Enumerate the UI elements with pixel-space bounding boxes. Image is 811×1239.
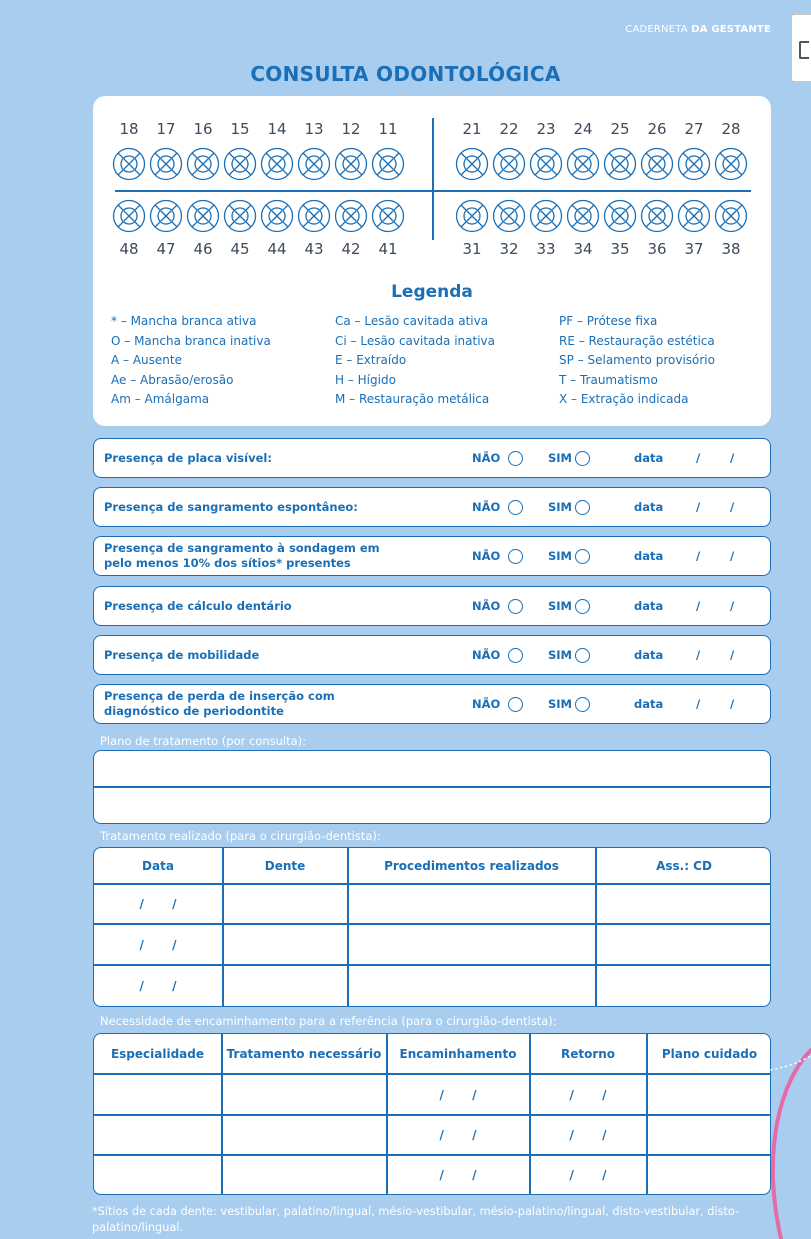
legend-column-3 <box>559 312 715 410</box>
tooth-number: 16 <box>193 120 213 138</box>
date-slash: / <box>730 451 735 465</box>
encaminhamento-date-cell[interactable]: / / <box>439 1128 477 1142</box>
tooth-number: 21 <box>462 120 482 138</box>
no-option[interactable]: NÃO <box>472 439 523 477</box>
header-brand <box>625 24 771 35</box>
question-row-placa <box>93 438 771 478</box>
question-label: Presença de sangramento à sondagem em pelo menos 10% dos sítios* presentes <box>104 541 380 570</box>
yes-option[interactable]: SIM <box>548 685 590 723</box>
encaminhamento-label: Necessidade de encaminhamento para a referência (para o cirurgião-dentista): <box>100 1014 557 1028</box>
date-slash: / <box>730 648 735 662</box>
date-slash: / <box>696 697 701 711</box>
legend-item: M – Restauração metálica <box>335 392 490 407</box>
tooth-diagram-icon[interactable] <box>111 146 147 182</box>
question-label: Presença de placa visível: <box>104 450 272 465</box>
question-row-calculo <box>93 586 771 626</box>
legend-item: T – Traumatismo <box>559 372 658 387</box>
date-slash: / <box>730 549 735 563</box>
tooth-diagram-icon[interactable] <box>639 198 675 234</box>
date-slash: / <box>730 599 735 613</box>
yes-radio[interactable] <box>575 697 590 712</box>
date-slash: / <box>730 697 735 711</box>
yes-option[interactable]: SIM <box>548 439 590 477</box>
plano-line-2[interactable] <box>94 788 770 823</box>
legend-item: O – Mancha branca inativa <box>111 333 271 348</box>
tooth-diagram-icon[interactable] <box>713 198 749 234</box>
tooth-diagram-icon[interactable] <box>491 198 527 234</box>
date-cell[interactable]: / / <box>139 897 177 911</box>
header-especialidade: Especialidade <box>110 1046 205 1061</box>
date-slash: / <box>696 500 701 514</box>
date-label: data <box>634 648 664 662</box>
date-slash: / <box>696 599 701 613</box>
tooth-number: 11 <box>378 120 398 138</box>
date-slash: / <box>696 549 701 563</box>
tooth-number: 45 <box>230 240 250 258</box>
tooth-diagram-icon[interactable] <box>296 146 332 182</box>
question-label: Presença de cálculo dentário <box>104 598 292 613</box>
tooth-diagram-icon[interactable] <box>148 198 184 234</box>
tooth-diagram-icon[interactable] <box>602 146 638 182</box>
legend-item: Am – Amálgama <box>111 392 210 407</box>
tooth-number: 36 <box>647 240 667 258</box>
question-row-sangramento-sondagem <box>93 536 771 576</box>
tooth-diagram-icon[interactable] <box>370 198 406 234</box>
header-plano-cuidado: Plano cuidado <box>661 1046 758 1061</box>
question-row-sangramento-espontaneo <box>93 487 771 527</box>
tooth-number: 31 <box>462 240 482 258</box>
lower-tooth-numbers <box>109 240 755 260</box>
no-radio[interactable] <box>508 549 523 564</box>
tooth-number: 26 <box>647 120 667 138</box>
tooth-diagram-icon[interactable] <box>296 198 332 234</box>
no-radio[interactable] <box>508 648 523 663</box>
tooth-number: 14 <box>267 120 287 138</box>
tooth-diagram-icon[interactable] <box>713 146 749 182</box>
tooth-number: 35 <box>610 240 630 258</box>
legend-column-1 <box>111 312 271 410</box>
header-brand-prefix: CADERNETA <box>625 24 688 35</box>
tooth-diagram-icon[interactable] <box>370 146 406 182</box>
tooth-diagram-icon[interactable] <box>528 198 564 234</box>
tooth-diagram-icon[interactable] <box>528 146 564 182</box>
date-slash: / <box>730 500 735 514</box>
tooth-number: 44 <box>267 240 287 258</box>
tooth-diagram-icon[interactable] <box>454 198 490 234</box>
date-label: data <box>634 549 664 563</box>
yes-option[interactable]: SIM <box>548 488 590 526</box>
tooth-diagram-icon[interactable] <box>148 146 184 182</box>
tooth-number: 41 <box>378 240 398 258</box>
question-row-mobilidade <box>93 635 771 675</box>
header-encaminhamento: Encaminhamento <box>399 1046 517 1061</box>
no-radio[interactable] <box>508 697 523 712</box>
tooth-number: 43 <box>304 240 324 258</box>
no-radio[interactable] <box>508 500 523 515</box>
no-option[interactable]: NÃO <box>472 537 523 575</box>
yes-option[interactable]: SIM <box>548 537 590 575</box>
tooth-number: 32 <box>499 240 519 258</box>
no-radio[interactable] <box>508 451 523 466</box>
tooth-diagram-icon[interactable] <box>333 146 369 182</box>
tooth-number: 22 <box>499 120 519 138</box>
legend-item: Ae – Abrasão/erosão <box>111 372 234 387</box>
tooth-diagram-icon[interactable] <box>111 198 147 234</box>
date-label: data <box>634 500 664 514</box>
tratamento-table <box>93 847 771 1007</box>
date-label: data <box>634 451 664 465</box>
date-slash: / <box>696 648 701 662</box>
yes-radio[interactable] <box>575 500 590 515</box>
yes-option[interactable]: SIM <box>548 587 590 625</box>
yes-radio[interactable] <box>575 648 590 663</box>
tooth-diagram-icon[interactable] <box>565 146 601 182</box>
tooth-diagram-icon[interactable] <box>676 146 712 182</box>
legend-item: RE – Restauração estética <box>559 333 715 348</box>
header-dente: Dente <box>264 858 306 873</box>
tooth-number: 13 <box>304 120 324 138</box>
tooth-diagram-icon[interactable] <box>222 198 258 234</box>
question-label: Presença de sangramento espontâneo: <box>104 499 358 514</box>
tooth-number: 47 <box>156 240 176 258</box>
page-title: CONSULTA ODONTOLÓGICA <box>250 62 561 86</box>
yes-radio[interactable] <box>575 451 590 466</box>
legend-item: * – Mancha branca ativa <box>111 314 257 328</box>
tooth-diagram-icon[interactable] <box>565 198 601 234</box>
tooth-number: 46 <box>193 240 213 258</box>
legend-item: Ca – Lesão cavitada ativa <box>335 314 489 328</box>
tooth-number: 17 <box>156 120 176 138</box>
tooth-diagram-icon[interactable] <box>222 146 258 182</box>
encaminhamento-date-cell[interactable]: / / <box>439 1168 477 1182</box>
encaminhamento-table <box>93 1033 771 1195</box>
legend-title: Legenda <box>391 282 473 302</box>
date-label: data <box>634 599 664 613</box>
legend-column-2 <box>335 312 495 410</box>
legend-item: SP – Selamento provisório <box>559 353 715 368</box>
tooth-number: 24 <box>573 120 593 138</box>
plano-label: Plano de tratamento (por consulta): <box>100 734 307 748</box>
tooth-diagram-icon[interactable] <box>185 146 221 182</box>
date-slash: / <box>696 451 701 465</box>
header-procedimentos: Procedimentos realizados <box>384 858 559 873</box>
tooth-diagram-icon[interactable] <box>259 198 295 234</box>
tooth-number: 25 <box>610 120 630 138</box>
legend-item: H – Hígido <box>335 372 396 387</box>
tooth-diagram-icon[interactable] <box>259 146 295 182</box>
retorno-date-cell[interactable]: / / <box>569 1168 607 1182</box>
header-tratamento-necessario: Tratamento necessário <box>226 1046 382 1061</box>
yes-radio[interactable] <box>575 549 590 564</box>
legend-item: PF – Prótese fixa <box>559 314 658 328</box>
legend-item: E – Extraído <box>335 353 407 368</box>
legend-item: X – Extração indicada <box>559 392 689 407</box>
question-label: Presença de perda de inserção com diagnóstico de periodontite <box>104 689 335 718</box>
tooth-number: 23 <box>536 120 556 138</box>
tooth-number: 27 <box>684 120 704 138</box>
plano-line-1[interactable] <box>94 751 770 786</box>
tooth-diagram-icon[interactable] <box>602 198 638 234</box>
question-label: Presença de mobilidade <box>104 647 260 662</box>
retorno-date-cell[interactable]: / / <box>569 1087 607 1102</box>
yes-option[interactable]: SIM <box>548 636 590 674</box>
tratamento-label: Tratamento realizado (para o cirurgião-dentista): <box>100 829 381 843</box>
no-option[interactable]: NÃO <box>472 488 523 526</box>
date-cell[interactable]: / / <box>139 937 177 952</box>
plano-box <box>93 750 771 824</box>
tooth-diagram-icon[interactable] <box>491 146 527 182</box>
no-option[interactable]: NÃO <box>472 587 523 625</box>
midline-horizontal <box>115 190 751 192</box>
tooth-number: 15 <box>230 120 250 138</box>
yes-radio[interactable] <box>575 599 590 614</box>
tooth-number: 12 <box>341 120 361 138</box>
no-option[interactable]: NÃO <box>472 636 523 674</box>
retorno-date-cell[interactable]: / / <box>569 1128 607 1142</box>
date-cell[interactable]: / / <box>139 979 177 993</box>
encaminhamento-date-cell[interactable]: / / <box>439 1087 477 1102</box>
date-label: data <box>634 697 664 711</box>
midline-vertical <box>432 118 434 240</box>
no-option[interactable]: NÃO <box>472 685 523 723</box>
header-retorno: Retorno <box>560 1046 616 1061</box>
header-assinatura: Ass.: CD <box>656 858 712 873</box>
decorative-swoosh-icon <box>741 1030 811 1239</box>
tooth-diagram-icon[interactable] <box>676 198 712 234</box>
odontogram-card <box>93 96 771 426</box>
question-row-perda-insercao <box>93 684 771 724</box>
no-radio[interactable] <box>508 599 523 614</box>
legend-item: A – Ausente <box>111 353 182 368</box>
tooth-number: 28 <box>721 120 741 138</box>
header-data: Data <box>142 858 174 873</box>
header-brand-suffix: DA GESTANTE <box>691 24 771 35</box>
tooth-diagram-icon[interactable] <box>333 198 369 234</box>
tooth-diagram-icon[interactable] <box>185 198 221 234</box>
tooth-number: 37 <box>684 240 704 258</box>
tooth-diagram-icon[interactable] <box>454 146 490 182</box>
tooth-number: 42 <box>341 240 361 258</box>
tooth-number: 33 <box>536 240 556 258</box>
tooth-number: 34 <box>573 240 593 258</box>
tooth-number: 38 <box>721 240 741 258</box>
footnote: *Sítios de cada dente: vestibular, palatino/lingual, mésio-vestibular, mésio-palatino/lingual, disto-vestibular, disto-palatino/lingual. <box>92 1205 740 1234</box>
tooth-number: 18 <box>119 120 139 138</box>
tooth-diagram-icon[interactable] <box>639 146 675 182</box>
tooth-number: 48 <box>119 240 139 258</box>
legend-item: Ci – Lesão cavitada inativa <box>335 333 495 348</box>
